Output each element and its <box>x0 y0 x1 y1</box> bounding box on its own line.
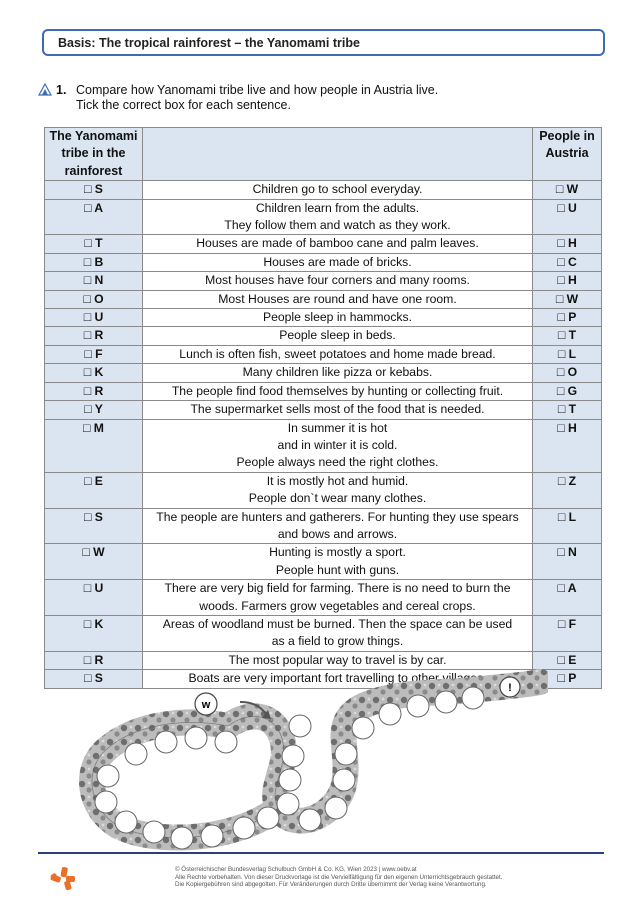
table-row <box>45 401 602 419</box>
statement-cell <box>143 472 533 508</box>
austria-checkbox-cell[interactable]: □ P <box>533 309 602 327</box>
worksheet-title: Basis: The tropical rainforest – the Yanomami tribe <box>58 35 360 50</box>
answer-letter-circle[interactable] <box>279 769 301 791</box>
answer-letter-circle[interactable] <box>201 825 223 847</box>
austria-checkbox-cell[interactable]: □ L <box>533 508 602 544</box>
table-row <box>45 327 602 345</box>
statement-line: Hunting is mostly a sport. <box>269 545 406 560</box>
statement-line: People hunt with guns. <box>275 562 400 577</box>
header-yanomami: The Yanomami tribe in the rainforest <box>45 128 143 181</box>
austria-checkbox-cell[interactable]: □ P <box>533 670 602 688</box>
table-row <box>45 651 602 669</box>
table-row <box>45 382 602 400</box>
publisher-logo-icon <box>50 866 76 892</box>
answer-letter-circle[interactable] <box>352 717 374 739</box>
answer-letter-circle[interactable] <box>125 743 147 765</box>
statement-line: Areas of woodland must be burned. Then the space can be used <box>162 616 513 631</box>
table-row <box>45 290 602 308</box>
answer-letter-circle[interactable] <box>115 811 137 833</box>
answer-letter-circle[interactable] <box>335 743 357 765</box>
difficulty-triangle-icon <box>38 83 52 96</box>
answer-letter-circle[interactable] <box>95 791 117 813</box>
statement-line: Children go to school everyday. <box>252 182 423 197</box>
yanomami-checkbox-cell[interactable]: □ Y <box>45 401 143 419</box>
table-row <box>45 272 602 290</box>
table-row <box>45 615 602 651</box>
yanomami-checkbox-cell[interactable]: □ B <box>45 253 143 271</box>
yanomami-checkbox-cell[interactable]: □ S <box>45 670 143 688</box>
statement-cell <box>143 419 533 472</box>
statement-line: It is mostly hot and humid. <box>266 473 409 488</box>
statement-cell <box>143 345 533 363</box>
austria-checkbox-cell[interactable]: □ H <box>533 419 602 472</box>
statement-cell <box>143 382 533 400</box>
statement-cell <box>143 401 533 419</box>
yanomami-checkbox-cell[interactable]: □ R <box>45 382 143 400</box>
austria-checkbox-cell[interactable]: □ W <box>533 290 602 308</box>
austria-checkbox-cell[interactable]: □ O <box>533 364 602 382</box>
statement-cell <box>143 272 533 290</box>
statement-cell <box>143 651 533 669</box>
yanomami-checkbox-cell[interactable]: □ W <box>45 544 143 580</box>
table-row <box>45 472 602 508</box>
austria-checkbox-cell[interactable]: □ U <box>533 199 602 235</box>
task-text-line-2: Tick the correct box for each sentence. <box>76 98 291 112</box>
austria-checkbox-cell[interactable]: □ G <box>533 382 602 400</box>
yanomami-checkbox-cell[interactable]: □ F <box>45 345 143 363</box>
statement-line: Most houses have four corners and many rooms. <box>205 273 470 288</box>
statement-line: People always need the right clothes. <box>236 455 439 470</box>
statement-line: Houses are made of bricks. <box>263 254 412 269</box>
answer-letter-circle[interactable] <box>155 731 177 753</box>
austria-checkbox-cell[interactable]: □ Z <box>533 472 602 508</box>
answer-letter-circle[interactable] <box>299 809 321 831</box>
end-mark: ! <box>508 682 512 694</box>
table-row <box>45 508 602 544</box>
austria-checkbox-cell[interactable]: □ T <box>533 401 602 419</box>
yanomami-checkbox-cell[interactable]: □ K <box>45 615 143 651</box>
austria-checkbox-cell[interactable]: □ C <box>533 253 602 271</box>
statement-line: and bows and arrows. <box>277 526 398 541</box>
statement-line: woods. Farmers grow vegetables and cereal crops. <box>199 598 476 613</box>
statement-line: People sleep in beds. <box>279 328 396 343</box>
austria-checkbox-cell[interactable]: □ W <box>533 181 602 199</box>
austria-checkbox-cell[interactable]: □ L <box>533 345 602 363</box>
statement-line: Most Houses are round and have one room. <box>218 291 457 306</box>
yanomami-checkbox-cell[interactable]: □ U <box>45 580 143 616</box>
answer-letter-circle[interactable] <box>407 695 429 717</box>
answer-letter-circle[interactable] <box>379 703 401 725</box>
yanomami-checkbox-cell[interactable]: □ A <box>45 199 143 235</box>
statement-line: They follow them and watch as they work. <box>224 218 451 233</box>
worksheet-title-box <box>42 29 605 56</box>
table-row <box>45 309 602 327</box>
answer-letter-circle[interactable] <box>215 731 237 753</box>
start-marker <box>195 693 217 715</box>
answer-letter-circle[interactable] <box>325 797 347 819</box>
statement-line: People don`t wear many clothes. <box>248 491 427 506</box>
table-row <box>45 544 602 580</box>
yanomami-checkbox-cell[interactable]: □ N <box>45 272 143 290</box>
statement-line: and in winter it is cold. <box>277 437 398 452</box>
yanomami-checkbox-cell[interactable]: □ S <box>45 181 143 199</box>
statement-cell <box>143 199 533 235</box>
statement-line: The most popular way to travel is by car. <box>228 652 447 667</box>
statement-cell <box>143 508 533 544</box>
statement-cell <box>143 309 533 327</box>
statement-cell <box>143 290 533 308</box>
yanomami-checkbox-cell[interactable]: □ M <box>45 419 143 472</box>
statement-line: The supermarket sells most of the food that is needed. <box>190 402 485 417</box>
yanomami-checkbox-cell[interactable]: □ E <box>45 472 143 508</box>
statement-line: There are very big field for farming. There is no need to burn the <box>164 581 511 596</box>
answer-letter-circle[interactable] <box>333 769 355 791</box>
table-header-row <box>45 128 602 181</box>
statement-cell <box>143 327 533 345</box>
yanomami-checkbox-cell[interactable]: □ O <box>45 290 143 308</box>
header-austria: People in Austria <box>533 128 602 181</box>
comparison-table <box>44 127 602 689</box>
statement-line: Many children like pizza or kebabs. <box>242 365 433 380</box>
statement-line: Lunch is often fish, sweet potatoes and home made bread. <box>179 346 496 361</box>
task-number: 1. <box>56 83 67 97</box>
statement-cell <box>143 253 533 271</box>
austria-checkbox-cell[interactable]: □ H <box>533 272 602 290</box>
austria-checkbox-cell[interactable]: □ F <box>533 615 602 651</box>
statement-cell <box>143 544 533 580</box>
statement-line: Children learn from the adults. <box>255 200 420 215</box>
footer-divider <box>38 852 604 854</box>
statement-line: Boats are very important fort travelling to other villages. <box>188 671 487 686</box>
start-letter: w <box>201 699 211 711</box>
answer-letter-circle[interactable] <box>171 827 193 849</box>
snake-letter-puzzle <box>78 668 548 853</box>
statement-line: The people are hunters and gatherers. For hunting they use spears <box>156 509 519 524</box>
statement-line: as a field to grow things. <box>271 634 404 649</box>
table-row <box>45 580 602 616</box>
statement-cell <box>143 181 533 199</box>
austria-checkbox-cell[interactable]: □ T <box>533 327 602 345</box>
answer-letter-circle[interactable] <box>185 727 207 749</box>
yanomami-checkbox-cell[interactable]: □ K <box>45 364 143 382</box>
answer-letter-circle[interactable] <box>97 765 119 787</box>
table-row <box>45 419 602 472</box>
end-marker <box>500 677 520 697</box>
austria-checkbox-cell[interactable]: □ N <box>533 544 602 580</box>
answer-letter-circle[interactable] <box>435 691 457 713</box>
yanomami-checkbox-cell[interactable]: □ R <box>45 651 143 669</box>
statement-cell <box>143 364 533 382</box>
answer-letter-circle[interactable] <box>282 745 304 767</box>
statement-line: People sleep in hammocks. <box>262 310 413 325</box>
task-text-line-1: Compare how Yanomami tribe live and how people in Austria live. <box>76 83 439 97</box>
statement-line: The people find food themselves by hunting or collecting fruit. <box>171 383 504 398</box>
table-row <box>45 181 602 199</box>
austria-checkbox-cell[interactable]: □ H <box>533 235 602 253</box>
table-row <box>45 253 602 271</box>
table-row <box>45 345 602 363</box>
answer-letter-circle[interactable] <box>289 715 311 737</box>
austria-checkbox-cell[interactable]: □ A <box>533 580 602 616</box>
answer-letter-circle[interactable] <box>143 821 165 843</box>
yanomami-checkbox-cell[interactable]: □ U <box>45 309 143 327</box>
table-row <box>45 235 602 253</box>
answer-letter-circle[interactable] <box>257 807 279 829</box>
statement-cell <box>143 580 533 616</box>
yanomami-checkbox-cell[interactable]: □ S <box>45 508 143 544</box>
austria-checkbox-cell[interactable]: □ E <box>533 651 602 669</box>
statement-line: Houses are made of bamboo cane and palm leaves. <box>196 236 479 251</box>
table-row <box>45 199 602 235</box>
statement-cell <box>143 615 533 651</box>
answer-letter-circle[interactable] <box>277 793 299 815</box>
yanomami-checkbox-cell[interactable]: □ R <box>45 327 143 345</box>
footer-copyright: © Österreichischer Bundesverlag Schulbuch GmbH & Co. KG, Wien 2023 | www.oebv.at Alle Rechte vorbehalten. Von dieser Druckvorlage ist die Vervielfältigung für den eigenen Unterrichtsgebrauch gestattet. Die Kopiergebühren sind abgegolten. Für Veränderungen durch Dritte übernimmt der Verlag keine Verantwortung. <box>175 866 503 889</box>
statement-cell <box>143 235 533 253</box>
statement-line: In summer it is hot <box>287 420 388 435</box>
table-row <box>45 364 602 382</box>
header-statement <box>143 128 533 181</box>
answer-letter-circle[interactable] <box>462 687 484 709</box>
answer-letter-circle[interactable] <box>233 817 255 839</box>
yanomami-checkbox-cell[interactable]: □ T <box>45 235 143 253</box>
